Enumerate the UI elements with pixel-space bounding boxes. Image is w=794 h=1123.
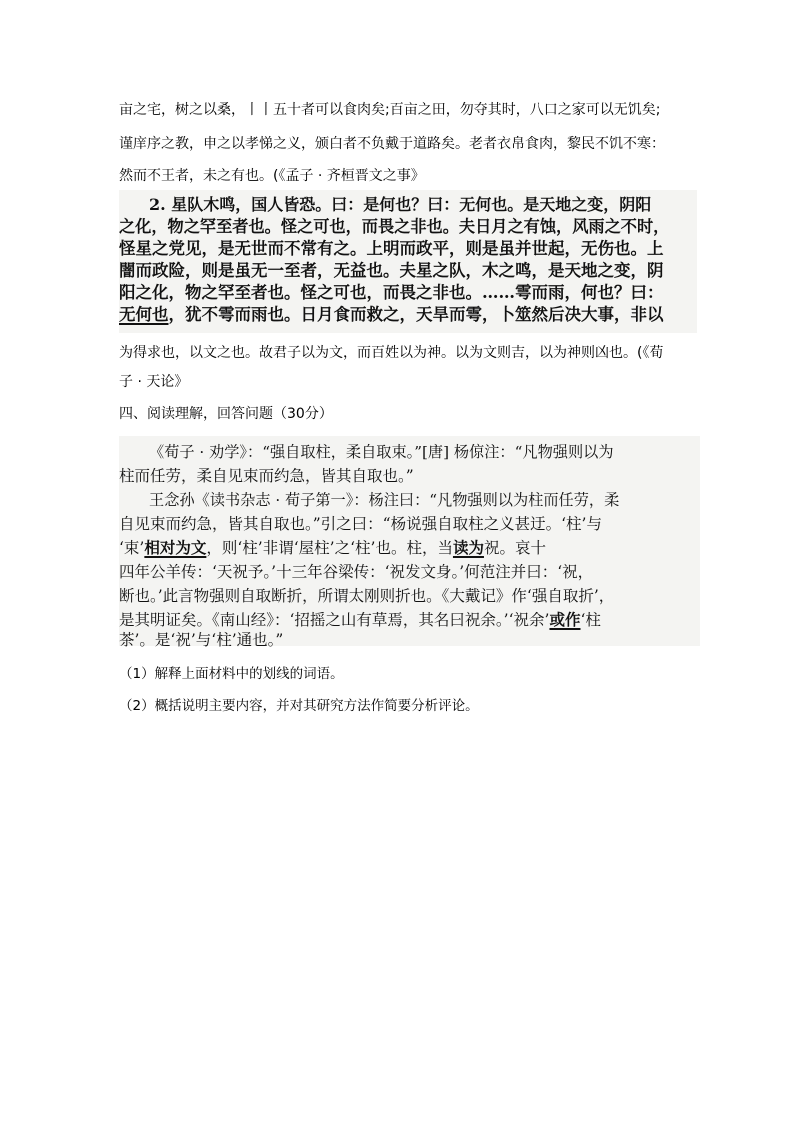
text-line: 谨庠序之教，申之以孝悌之义，颁白者不负戴于道路矣。老者衣帛食肉，黎民不饥不寒： [119, 136, 665, 152]
section-heading: 四、阅读理解，回答问题（30分） [119, 406, 333, 422]
scanned-excerpt-xunzi-tianlun [119, 190, 697, 333]
scan-line: 阳之化，物之罕至者也。怪之可也，而畏之非也。……雩而雨，何也？曰： [119, 283, 664, 302]
scan-line: 怪星之党见，是无世而不常有之。上明而政平，则是虽并世起，无伤也。上 [119, 239, 664, 258]
scan-line: 王念孙《读书杂志 · 荀子第一》：杨注曰：“凡物强则以为柱而任劳，柔 [149, 491, 620, 509]
text-line: 然而不王者，未之有也。(《孟子 · 齐桓晋文之事》 [119, 168, 425, 184]
scan-text: ，犹不雩而雨也。日月食而救之，天旱而雩，卜筮然后决大事，非以 [168, 305, 664, 324]
scan-line: 2. 星队木鸣，国人皆恐。曰：是何也？曰：无何也。是天地之变，阴阳 [149, 195, 652, 214]
text-line: 亩之宅，树之以桑，丨丨五十者可以食肉矣;百亩之田，勿夺其时，八口之家可以无饥矣; [119, 102, 661, 118]
scan-line: 自见束而约急，皆其自取也。”引之曰：“杨说强自取柱之义甚迂。‘柱’与 [119, 515, 602, 533]
underlined-term: 相对为文 [144, 538, 207, 557]
text-line: 子 · 天论》 [119, 374, 189, 390]
scan-line: 柱而任劳，柔自见束而约急，皆其自取也。” [119, 467, 414, 485]
scan-text: 是其明证矣。《南山经》：‘招摇之山有草焉，其名曰祝余。’‘祝余’ [119, 611, 550, 629]
scan-line: 《荀子 · 劝学》：“强自取柱，柔自取束。”[唐] 杨倞注：“凡物强则以为 [149, 443, 614, 461]
scan-line: 闇而政险，则是虽无一至者，无益也。夫星之队，木之鸣，是天地之变，阴 [119, 261, 664, 280]
question-1: （1）解释上面材料中的划线的词语。 [119, 666, 344, 682]
scan-line: 之化，物之罕至者也。怪之可也，而畏之非也。夫日月之有蚀，风雨之不时， [119, 217, 670, 236]
scan-line [119, 536, 546, 560]
scan-text: 祝。哀十 [483, 539, 546, 557]
scan-line: 断也。’此言物强则自取断折，所谓太刚则折也。《大戴记》作‘强自取折’， [119, 587, 615, 605]
text-line: 为得求也，以文之也。故君子以为文，而百姓以为神。以为文则吉，以为神则凶也。(《荀 [119, 345, 664, 361]
scanned-excerpt-quanxue [119, 436, 700, 649]
scan-text: ‘束’ [119, 539, 145, 557]
underlined-term: 读为 [452, 538, 484, 557]
underlined-term: 或作 [549, 610, 581, 629]
scan-text: ，则‘柱’非谓‘屋柱’之‘柱’也。柱，当 [206, 539, 453, 557]
scan-text: ‘柱 [580, 611, 601, 629]
question-2: （2）概括说明主要内容，并对其研究方法作简要分析评论。 [119, 698, 479, 714]
underlined-term: 无何也 [119, 305, 169, 324]
scan-line [119, 302, 664, 328]
scan-line: 茶’。是‘祝’与‘柱’通也。” [119, 631, 284, 649]
scan-line: 四年公羊传：‘天祝予。’十三年谷梁传：‘祝发文身。’何范注并曰：‘祝， [119, 563, 594, 581]
